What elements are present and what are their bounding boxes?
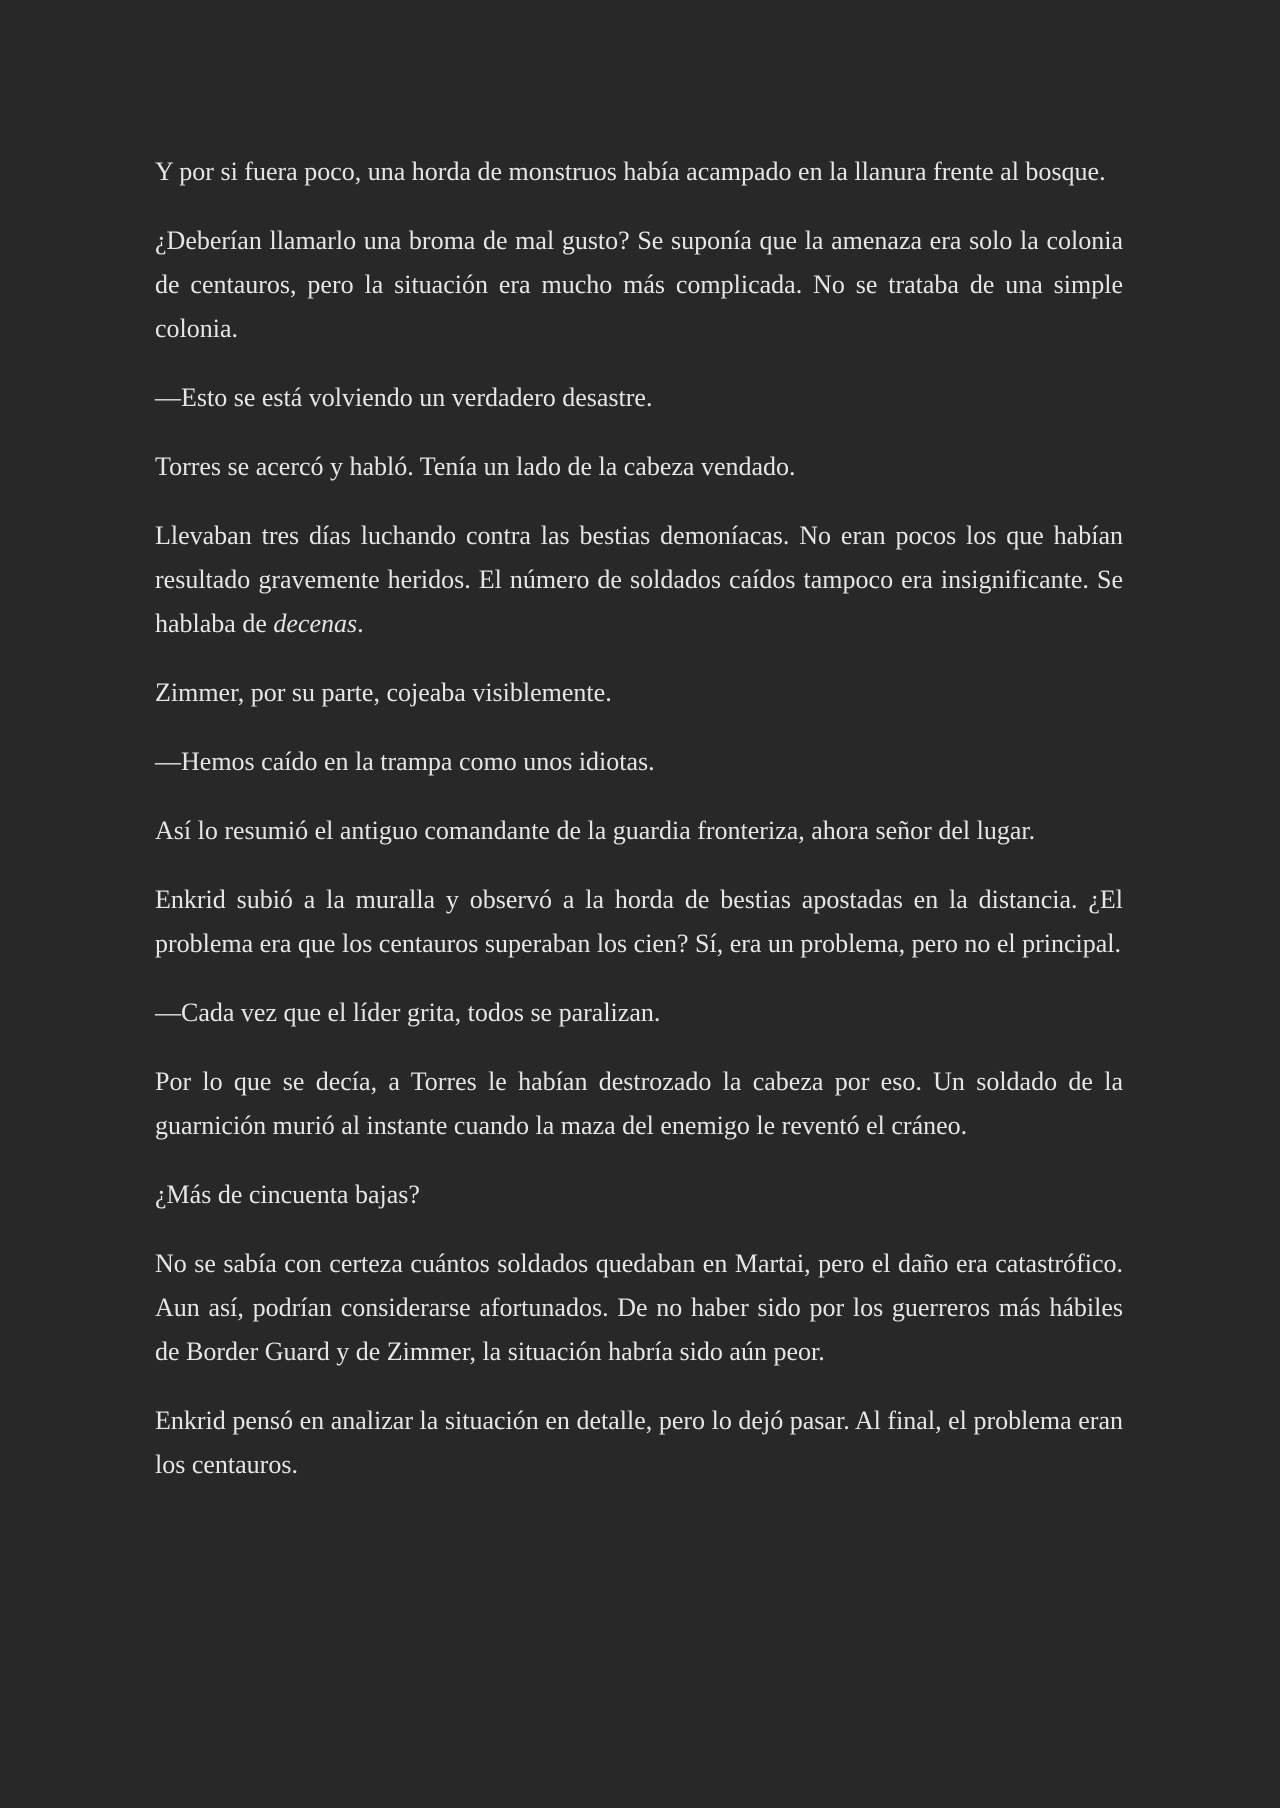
reader-page [155,150,1123,1512]
paragraph: Enkrid subió a la muralla y observó a la horda de bestias apostadas en la distancia. ¿El problema era que los centauros superaban los cien? Sí, era un problema, pero no el principal. [155,885,1123,958]
paragraph [155,514,1123,646]
dialogue-line: —Hemos caído en la trampa como unos idiotas. [155,747,655,776]
dialogue-line: —Esto se está volviendo un verdadero desastre. [155,383,653,412]
paragraph: ¿Más de cincuenta bajas? [155,1180,420,1209]
paragraph: No se sabía con certeza cuántos soldados quedaban en Martai, pero el daño era catastrófico. Aun así, podrían considerarse afortunados. De no haber sido por los guerreros más hábiles de Border Guard y de Zimmer, la situación habría sido aún peor. [155,1249,1123,1366]
paragraph-text: Llevaban tres días luchando contra las bestias demoníacas. No eran pocos los que habían resultado gravemente heridos. El número de soldados caídos tampoco era insignificante. Se hablaba de [155,521,1123,638]
paragraph: Y por si fuera poco, una horda de monstruos había acampado en la llanura frente al bosque. [155,157,1106,186]
paragraph: ¿Deberían llamarlo una broma de mal gusto? Se suponía que la amenaza era solo la colonia de centauros, pero la situación era mucho más complicada. No se trataba de una simple colonia. [155,226,1123,343]
paragraph-text: . [357,609,364,638]
emphasized-text: decenas [273,609,358,638]
paragraph: Zimmer, por su parte, cojeaba visiblemente. [155,678,612,707]
dialogue-line: —Cada vez que el líder grita, todos se paralizan. [155,998,661,1027]
paragraph: Torres se acercó y habló. Tenía un lado de la cabeza vendado. [155,452,796,481]
paragraph: Así lo resumió el antiguo comandante de la guardia fronteriza, ahora señor del lugar. [155,816,1036,845]
paragraph: Enkrid pensó en analizar la situación en detalle, pero lo dejó pasar. Al final, el problema eran los centauros. [155,1406,1123,1479]
paragraph: Por lo que se decía, a Torres le habían destrozado la cabeza por eso. Un soldado de la guarnición murió al instante cuando la maza del enemigo le reventó el cráneo. [155,1067,1123,1140]
